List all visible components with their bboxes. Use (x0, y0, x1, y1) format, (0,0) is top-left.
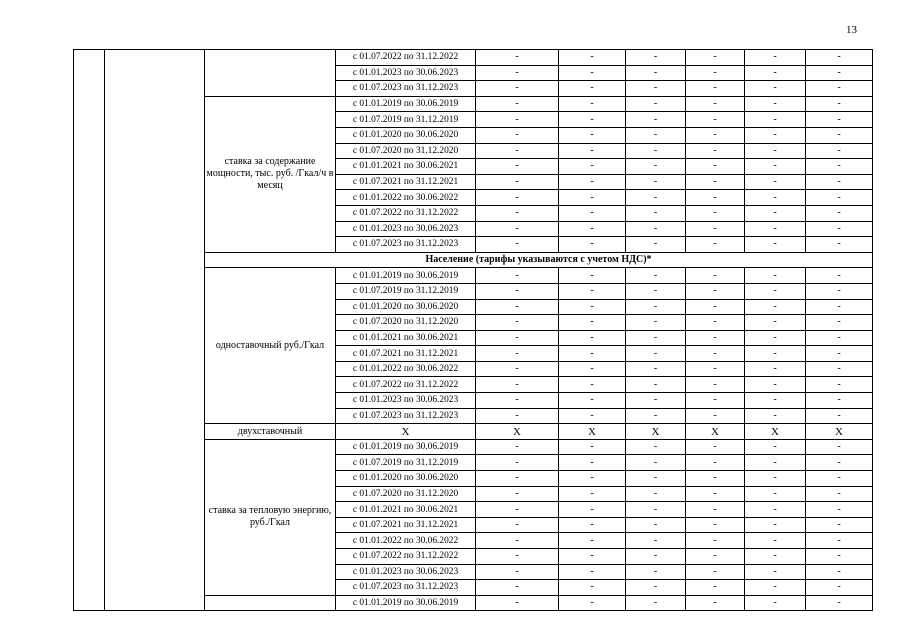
value-cell: - (745, 221, 806, 237)
value-cell: - (686, 174, 745, 190)
value-cell: - (686, 439, 745, 455)
period-cell: с 01.01.2019 по 30.06.2019 (336, 439, 476, 455)
value-cell: - (626, 205, 686, 221)
value-cell: - (745, 564, 806, 580)
value-cell: - (806, 190, 873, 206)
value-cell: - (745, 346, 806, 362)
value-cell: - (559, 517, 626, 533)
value-cell: - (806, 580, 873, 596)
value-cell: - (626, 190, 686, 206)
value-cell: - (745, 96, 806, 112)
value-cell: - (559, 471, 626, 487)
tariff-table-body (74, 50, 873, 611)
value-cell: - (806, 361, 873, 377)
value-cell: - (559, 580, 626, 596)
period-cell: с 01.07.2019 по 31.12.2019 (336, 283, 476, 299)
value-cell: - (476, 268, 559, 284)
value-cell: - (686, 50, 745, 66)
value-cell: - (806, 408, 873, 424)
value-cell: - (686, 471, 745, 487)
value-cell: - (745, 159, 806, 175)
value-cell: - (476, 127, 559, 143)
value-cell: - (626, 595, 686, 611)
period-cell: с 01.01.2022 по 30.06.2022 (336, 361, 476, 377)
index-column-cell (74, 50, 105, 611)
section-header: Население (тарифы указываются с учетом НДС)* (205, 252, 873, 268)
value-cell: - (626, 330, 686, 346)
value-cell: - (686, 65, 745, 81)
value-cell: - (559, 205, 626, 221)
value-cell: - (626, 174, 686, 190)
value-cell: - (559, 439, 626, 455)
period-cell: с 01.01.2023 по 30.06.2023 (336, 221, 476, 237)
value-cell: - (745, 486, 806, 502)
value-cell: - (559, 533, 626, 549)
value-cell: - (745, 299, 806, 315)
indicator-two-rate: двухставочный (205, 424, 336, 440)
period-cell: с 01.01.2021 по 30.06.2021 (336, 502, 476, 518)
value-cell: - (626, 346, 686, 362)
value-cell: - (745, 455, 806, 471)
value-cell: - (476, 439, 559, 455)
organization-column-cell (105, 50, 205, 611)
value-cell: - (806, 377, 873, 393)
value-cell: - (476, 595, 559, 611)
value-cell: - (806, 221, 873, 237)
value-cell: - (476, 174, 559, 190)
value-cell: - (559, 237, 626, 253)
value-cell: - (806, 315, 873, 331)
value-cell: - (686, 96, 745, 112)
value-cell: - (686, 408, 745, 424)
value-cell: - (745, 205, 806, 221)
value-cell: - (476, 486, 559, 502)
tariff-table (73, 49, 873, 611)
value-cell: - (476, 549, 559, 565)
value-cell: - (476, 190, 559, 206)
value-cell: - (686, 377, 745, 393)
value-cell: - (476, 393, 559, 409)
value-cell: - (626, 112, 686, 128)
value-cell: - (686, 393, 745, 409)
value-cell: - (745, 65, 806, 81)
indicator-cell-next (205, 595, 336, 611)
value-cell: - (806, 393, 873, 409)
period-cell: с 01.07.2022 по 31.12.2022 (336, 377, 476, 393)
value-cell: - (626, 127, 686, 143)
value-cell: - (559, 315, 626, 331)
period-cell: с 01.01.2019 по 30.06.2019 (336, 595, 476, 611)
period-cell: с 01.01.2023 по 30.06.2023 (336, 393, 476, 409)
value-cell: - (806, 237, 873, 253)
value-cell: - (559, 190, 626, 206)
value-cell: - (686, 315, 745, 331)
period-cell: с 01.07.2019 по 31.12.2019 (336, 455, 476, 471)
not-applicable-cell: X (806, 424, 873, 440)
value-cell: - (559, 595, 626, 611)
value-cell: - (806, 299, 873, 315)
value-cell: - (476, 377, 559, 393)
value-cell: - (559, 159, 626, 175)
value-cell: - (686, 549, 745, 565)
not-applicable-cell: X (336, 424, 476, 440)
value-cell: - (476, 564, 559, 580)
value-cell: - (559, 330, 626, 346)
value-cell: - (476, 299, 559, 315)
value-cell: - (686, 190, 745, 206)
value-cell: - (626, 377, 686, 393)
value-cell: - (806, 533, 873, 549)
value-cell: - (745, 393, 806, 409)
value-cell: - (745, 502, 806, 518)
value-cell: - (745, 81, 806, 97)
value-cell: - (626, 549, 686, 565)
value-cell: - (686, 346, 745, 362)
value-cell: - (559, 377, 626, 393)
value-cell: - (686, 143, 745, 159)
not-applicable-cell: X (745, 424, 806, 440)
value-cell: - (626, 361, 686, 377)
value-cell: - (806, 143, 873, 159)
value-cell: - (476, 502, 559, 518)
period-cell: с 01.07.2021 по 31.12.2021 (336, 174, 476, 190)
value-cell: - (476, 315, 559, 331)
value-cell: - (559, 502, 626, 518)
period-cell: с 01.01.2023 по 30.06.2023 (336, 564, 476, 580)
period-cell: с 01.01.2022 по 30.06.2022 (336, 533, 476, 549)
period-cell: с 01.07.2021 по 31.12.2021 (336, 346, 476, 362)
indicator-capacity-rate: ставка за содержание мощности, тыс. руб. /Гкал/ч в месяц (205, 96, 336, 252)
value-cell: - (686, 127, 745, 143)
value-cell: - (745, 237, 806, 253)
value-cell: - (626, 299, 686, 315)
value-cell: - (476, 533, 559, 549)
value-cell: - (626, 502, 686, 518)
value-cell: - (559, 143, 626, 159)
value-cell: - (686, 221, 745, 237)
value-cell: - (476, 96, 559, 112)
period-cell: с 01.07.2023 по 31.12.2023 (336, 237, 476, 253)
period-cell: с 01.07.2023 по 31.12.2023 (336, 580, 476, 596)
value-cell: - (559, 65, 626, 81)
value-cell: - (559, 455, 626, 471)
value-cell: - (686, 299, 745, 315)
period-cell: с 01.01.2021 по 30.06.2021 (336, 330, 476, 346)
value-cell: - (686, 517, 745, 533)
value-cell: - (806, 517, 873, 533)
value-cell: - (559, 96, 626, 112)
value-cell: - (626, 455, 686, 471)
value-cell: - (806, 174, 873, 190)
value-cell: - (806, 96, 873, 112)
value-cell: - (745, 330, 806, 346)
period-cell: с 01.01.2019 по 30.06.2019 (336, 268, 476, 284)
value-cell: - (745, 439, 806, 455)
value-cell: - (686, 81, 745, 97)
value-cell: - (745, 580, 806, 596)
value-cell: - (626, 564, 686, 580)
value-cell: - (626, 50, 686, 66)
period-cell: с 01.01.2023 по 30.06.2023 (336, 65, 476, 81)
period-cell: с 01.07.2023 по 31.12.2023 (336, 408, 476, 424)
value-cell: - (806, 439, 873, 455)
not-applicable-cell: X (686, 424, 745, 440)
indicator-cell-continued (205, 50, 336, 97)
value-cell: - (806, 81, 873, 97)
value-cell: - (559, 549, 626, 565)
page-number: 13 (846, 24, 857, 36)
value-cell: - (745, 50, 806, 66)
value-cell: - (476, 205, 559, 221)
period-cell: с 01.07.2020 по 31.12.2020 (336, 315, 476, 331)
value-cell: - (745, 361, 806, 377)
not-applicable-cell: X (626, 424, 686, 440)
value-cell: - (476, 221, 559, 237)
period-cell: с 01.01.2020 по 30.06.2020 (336, 127, 476, 143)
value-cell: - (626, 408, 686, 424)
value-cell: - (806, 330, 873, 346)
value-cell: - (476, 143, 559, 159)
value-cell: - (559, 361, 626, 377)
period-cell: с 01.01.2020 по 30.06.2020 (336, 471, 476, 487)
value-cell: - (559, 408, 626, 424)
indicator-heat-rate: ставка за тепловую энергию, руб./Гкал (205, 439, 336, 595)
value-cell: - (626, 471, 686, 487)
value-cell: - (559, 486, 626, 502)
period-cell: с 01.01.2021 по 30.06.2021 (336, 159, 476, 175)
value-cell: - (806, 346, 873, 362)
not-applicable-cell: X (559, 424, 626, 440)
value-cell: - (626, 143, 686, 159)
value-cell: - (686, 283, 745, 299)
value-cell: - (806, 471, 873, 487)
value-cell: - (806, 268, 873, 284)
value-cell: - (745, 471, 806, 487)
value-cell: - (806, 127, 873, 143)
value-cell: - (476, 65, 559, 81)
value-cell: - (476, 81, 559, 97)
value-cell: - (476, 455, 559, 471)
value-cell: - (806, 486, 873, 502)
value-cell: - (686, 330, 745, 346)
value-cell: - (806, 595, 873, 611)
period-cell: с 01.07.2022 по 31.12.2022 (336, 549, 476, 565)
value-cell: - (559, 221, 626, 237)
value-cell: - (686, 361, 745, 377)
period-cell: с 01.07.2022 по 31.12.2022 (336, 50, 476, 66)
period-cell: с 01.01.2019 по 30.06.2019 (336, 96, 476, 112)
value-cell: - (806, 549, 873, 565)
value-cell: - (476, 159, 559, 175)
value-cell: - (476, 471, 559, 487)
value-cell: - (626, 283, 686, 299)
value-cell: - (745, 190, 806, 206)
indicator-single-rate: одноставочный руб./Гкал (205, 268, 336, 424)
value-cell: - (686, 533, 745, 549)
value-cell: - (686, 159, 745, 175)
value-cell: - (745, 315, 806, 331)
value-cell: - (686, 486, 745, 502)
value-cell: - (686, 112, 745, 128)
value-cell: - (686, 564, 745, 580)
value-cell: - (626, 81, 686, 97)
value-cell: - (626, 221, 686, 237)
value-cell: - (476, 408, 559, 424)
period-cell: с 01.07.2020 по 31.12.2020 (336, 486, 476, 502)
value-cell: - (559, 346, 626, 362)
value-cell: - (745, 143, 806, 159)
value-cell: - (686, 237, 745, 253)
value-cell: - (626, 268, 686, 284)
value-cell: - (626, 439, 686, 455)
value-cell: - (806, 455, 873, 471)
not-applicable-cell: X (476, 424, 559, 440)
value-cell: - (626, 159, 686, 175)
value-cell: - (626, 393, 686, 409)
value-cell: - (745, 549, 806, 565)
period-cell: с 01.07.2020 по 31.12.2020 (336, 143, 476, 159)
value-cell: - (559, 127, 626, 143)
value-cell: - (626, 65, 686, 81)
period-cell: с 01.07.2019 по 31.12.2019 (336, 112, 476, 128)
value-cell: - (476, 330, 559, 346)
period-cell: с 01.07.2021 по 31.12.2021 (336, 517, 476, 533)
value-cell: - (626, 237, 686, 253)
value-cell: - (806, 112, 873, 128)
value-cell: - (745, 517, 806, 533)
value-cell: - (626, 486, 686, 502)
period-cell: с 01.01.2020 по 30.06.2020 (336, 299, 476, 315)
value-cell: - (559, 112, 626, 128)
value-cell: - (559, 393, 626, 409)
value-cell: - (806, 159, 873, 175)
value-cell: - (806, 283, 873, 299)
value-cell: - (559, 299, 626, 315)
value-cell: - (626, 96, 686, 112)
value-cell: - (559, 268, 626, 284)
value-cell: - (476, 517, 559, 533)
value-cell: - (745, 408, 806, 424)
value-cell: - (806, 65, 873, 81)
value-cell: - (476, 50, 559, 66)
value-cell: - (686, 502, 745, 518)
value-cell: - (745, 595, 806, 611)
value-cell: - (476, 361, 559, 377)
tariff-table-container (73, 49, 872, 608)
value-cell: - (686, 580, 745, 596)
period-cell: с 01.07.2023 по 31.12.2023 (336, 81, 476, 97)
value-cell: - (686, 595, 745, 611)
value-cell: - (476, 580, 559, 596)
value-cell: - (745, 283, 806, 299)
value-cell: - (476, 346, 559, 362)
value-cell: - (476, 112, 559, 128)
value-cell: - (476, 237, 559, 253)
value-cell: - (559, 50, 626, 66)
value-cell: - (745, 112, 806, 128)
value-cell: - (745, 533, 806, 549)
value-cell: - (559, 564, 626, 580)
period-cell: с 01.01.2022 по 30.06.2022 (336, 190, 476, 206)
value-cell: - (806, 50, 873, 66)
value-cell: - (806, 564, 873, 580)
period-cell: с 01.07.2022 по 31.12.2022 (336, 205, 476, 221)
table-row (74, 50, 873, 66)
value-cell: - (745, 268, 806, 284)
value-cell: - (686, 268, 745, 284)
value-cell: - (806, 205, 873, 221)
value-cell: - (559, 283, 626, 299)
value-cell: - (626, 533, 686, 549)
value-cell: - (745, 127, 806, 143)
value-cell: - (626, 580, 686, 596)
value-cell: - (559, 81, 626, 97)
value-cell: - (806, 502, 873, 518)
value-cell: - (686, 455, 745, 471)
value-cell: - (626, 517, 686, 533)
value-cell: - (745, 174, 806, 190)
value-cell: - (476, 283, 559, 299)
value-cell: - (626, 315, 686, 331)
value-cell: - (559, 174, 626, 190)
value-cell: - (745, 377, 806, 393)
value-cell: - (686, 205, 745, 221)
